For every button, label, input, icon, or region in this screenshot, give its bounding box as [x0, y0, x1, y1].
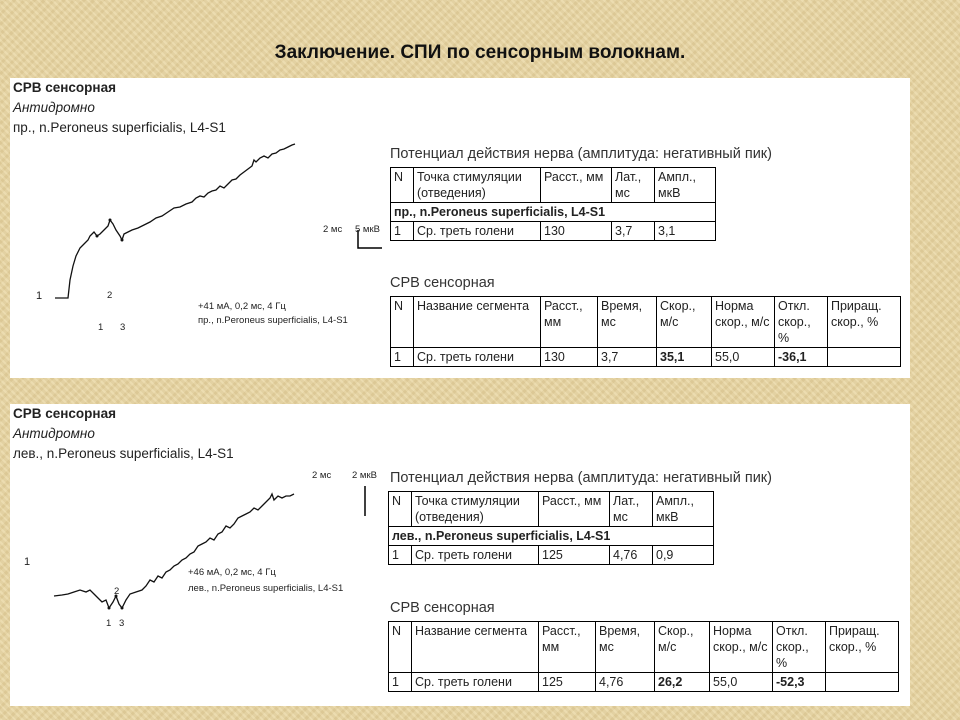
table-cell: 1 — [391, 348, 414, 367]
col-header: Откл. скор., % — [773, 622, 826, 673]
header-nerve: пр., n.Peroneus superficialis, L4-S1 — [13, 120, 226, 135]
nerve-row — [391, 203, 716, 222]
table-cell: 55,0 — [710, 673, 773, 692]
onset-marker — [108, 607, 111, 610]
table-row — [389, 546, 714, 565]
table-cell: 130 — [541, 348, 598, 367]
cv-table — [388, 621, 899, 692]
table-cell: 4,76 — [596, 673, 655, 692]
table-cell — [828, 348, 901, 367]
table-cell: Ср. треть голени — [414, 222, 541, 241]
onset-marker-label: 1 — [98, 322, 104, 333]
peak-marker — [109, 219, 112, 222]
col-header: Расст., мм — [539, 492, 610, 527]
stimulus-params: +41 мА, 0,2 мс, 4 Гц — [198, 301, 286, 312]
end-marker — [121, 607, 124, 610]
report-panel-left — [10, 404, 910, 706]
peak-marker-label: 2 — [107, 290, 113, 301]
header-title: СРВ сенсорная — [13, 80, 116, 95]
table-cell — [826, 673, 899, 692]
channel-label: 1 — [36, 290, 43, 302]
col-header: Приращ. скор., % — [826, 622, 899, 673]
nerve-potential-plot — [10, 140, 390, 378]
end-marker — [121, 239, 124, 242]
cv-section-title: СРВ сенсорная — [390, 275, 495, 291]
cv-section-title: СРВ сенсорная — [390, 600, 495, 616]
trace-canvas — [10, 140, 390, 378]
nerve-cell: лев., n.Peroneus superficialis, L4-S1 — [389, 527, 714, 546]
table-header-row — [391, 168, 716, 203]
waveform-trace — [55, 144, 295, 298]
table-header-row — [391, 297, 901, 348]
table-header-row — [389, 492, 714, 527]
ap-table — [390, 167, 716, 241]
header-mode: Антидромно — [13, 100, 95, 115]
col-header: Приращ. скор., % — [828, 297, 901, 348]
col-header: Расст., мм — [541, 297, 598, 348]
peak-marker-label: 2 — [114, 586, 120, 597]
col-header: Скор., м/с — [657, 297, 712, 348]
deviation-cell: -36,1 — [775, 348, 828, 367]
table-cell: 3,7 — [612, 222, 655, 241]
table-cell: Ср. треть голени — [412, 546, 539, 565]
col-header: Точка стимуляции (отведения) — [414, 168, 541, 203]
col-header: Время, мс — [598, 297, 657, 348]
table-cell: 125 — [539, 546, 610, 565]
time-scale-label: 2 мс — [312, 470, 332, 481]
nerve-cell: пр., n.Peroneus superficialis, L4-S1 — [391, 203, 716, 222]
speed-cell: 35,1 — [657, 348, 712, 367]
cv-table — [390, 296, 901, 367]
col-header: N — [391, 168, 414, 203]
channel-label: 1 — [24, 556, 31, 568]
table-cell: 4,76 — [610, 546, 653, 565]
col-header: Название сегмента — [414, 297, 541, 348]
header-nerve: лев., n.Peroneus superficialis, L4-S1 — [13, 446, 234, 461]
ap-table — [388, 491, 714, 565]
end-marker-label: 3 — [120, 322, 126, 333]
stimulus-site: лев., n.Peroneus superficialis, L4-S1 — [188, 583, 344, 594]
col-header: Скор., м/с — [655, 622, 710, 673]
table-cell: 0,9 — [653, 546, 714, 565]
col-header: Откл. скор., % — [775, 297, 828, 348]
table-row — [391, 222, 716, 241]
report-panel-right — [10, 78, 910, 378]
table-cell: 3,7 — [598, 348, 657, 367]
amplitude-scale-label: 2 мкВ — [352, 470, 377, 481]
table-cell: 125 — [539, 673, 596, 692]
nerve-potential-plot — [10, 466, 390, 706]
table-cell: 55,0 — [712, 348, 775, 367]
table-cell: Ср. треть голени — [414, 348, 541, 367]
col-header: Расст., мм — [541, 168, 612, 203]
table-cell: 130 — [541, 222, 612, 241]
col-header: N — [391, 297, 414, 348]
header-mode: Антидромно — [13, 426, 95, 441]
stimulus-params: +46 мА, 0,2 мс, 4 Гц — [188, 567, 276, 578]
panel-header — [13, 78, 226, 138]
time-scale-label: 2 мс — [323, 224, 343, 235]
col-header: Точка стимуляции (отведения) — [412, 492, 539, 527]
table-header-row — [389, 622, 899, 673]
table-row — [391, 348, 901, 367]
slide-title: Заключение. СПИ по сенсорным волокнам. — [274, 42, 686, 63]
stimulus-site: пр., n.Peroneus superficialis, L4-S1 — [198, 315, 348, 326]
col-header: Время, мс — [596, 622, 655, 673]
onset-marker — [96, 235, 99, 238]
col-header: Ампл., мкВ — [655, 168, 716, 203]
nerve-row — [389, 527, 714, 546]
table-cell: Ср. треть голени — [412, 673, 539, 692]
speed-cell: 26,2 — [655, 673, 710, 692]
table-cell: 1 — [391, 222, 414, 241]
col-header: Ампл., мкВ — [653, 492, 714, 527]
col-header: Название сегмента — [412, 622, 539, 673]
col-header: Расст., мм — [539, 622, 596, 673]
col-header: Лат., мс — [610, 492, 653, 527]
col-header: Норма скор., м/с — [710, 622, 773, 673]
table-cell: 3,1 — [655, 222, 716, 241]
col-header: Норма скор., м/с — [712, 297, 775, 348]
deviation-cell: -52,3 — [773, 673, 826, 692]
header-title: СРВ сенсорная — [13, 406, 116, 421]
panel-header — [13, 404, 234, 464]
end-marker-label: 3 — [119, 618, 125, 629]
onset-marker-label: 1 — [106, 618, 112, 629]
col-header: Лат., мс — [612, 168, 655, 203]
col-header: N — [389, 492, 412, 527]
amplitude-scale-label: 5 мкВ — [355, 224, 380, 235]
ap-section-title: Потенциал действия нерва (амплитуда: негативный пик) — [390, 470, 772, 486]
ap-section-title: Потенциал действия нерва (амплитуда: негативный пик) — [390, 146, 772, 162]
table-cell: 1 — [389, 546, 412, 565]
table-cell: 1 — [389, 673, 412, 692]
col-header: N — [389, 622, 412, 673]
table-row — [389, 673, 899, 692]
